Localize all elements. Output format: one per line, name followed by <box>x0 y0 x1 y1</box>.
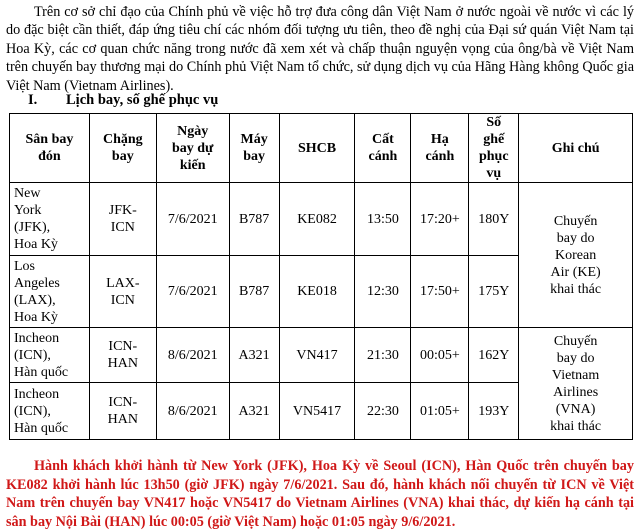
section-heading <box>28 92 218 109</box>
cell-date: 7/6/2021 <box>156 256 229 328</box>
cell-airport: Incheon (ICN), Hàn quốc <box>10 328 90 383</box>
section-title: Lịch bay, số ghế phục vụ <box>66 92 219 108</box>
cell-arrival: 17:20+ <box>411 183 469 256</box>
cell-aircraft: A321 <box>229 328 279 383</box>
cell-note-vietnam-airlines: Chuyến bay do Vietnam Airlines (VNA) khai thác <box>519 328 633 440</box>
cell-aircraft: B787 <box>229 256 279 328</box>
header-seats: Số ghế phục vụ <box>469 114 519 183</box>
notice-paragraph: Hành khách khởi hành từ New York (JFK), Hoa Kỳ về Seoul (ICN), Hàn Quốc trên chuyến bay KE082 khởi hành lúc 13h50 (giờ JFK) ngày 7/6/2021. Sau đó, hành khách nối chuyến từ ICN về Việt Nam trên chuyến bay VN417 hoặc VN5417 do Vietnam Airlines (VNA) khai thác, dự kiến hạ cánh tại sân bay Nội Bài (HAN) lúc 00:05 (giờ Việt Nam) hoặc 01:05 ngày 9/6/2021. <box>6 458 634 530</box>
cell-aircraft: B787 <box>229 183 279 256</box>
header-notes: Ghi chú <box>519 114 633 183</box>
cell-seats: 175Y <box>469 256 519 328</box>
header-route: Chặng bay <box>89 114 156 183</box>
cell-note-korean-air: Chuyến bay do Korean Air (KE) khai thác <box>519 183 633 328</box>
cell-seats: 162Y <box>469 328 519 383</box>
header-departure: Cất cánh <box>355 114 411 183</box>
cell-flight-number: KE018 <box>279 256 355 328</box>
cell-airport: Los Angeles (LAX), Hoa Kỳ <box>10 256 90 328</box>
intro-paragraph: Trên cơ sở chỉ đạo của Chính phủ về việc hỗ trợ đưa công dân Việt Nam ở nước ngoài về nước vì các lý do đặc biệt cần thiết, đáp ứng tiêu chí các nhóm đối tượng ưu tiên, theo đề nghị của Đại sứ quán Việt Nam tại Hoa Kỳ, các cơ quan chức năng trong nước đã xem xét và chấp thuận nguyện vọng của ông/bà về Việt Nam trên chuyến bay thương mại do Chính phủ Việt Nam tổ chức, sử dụng dịch vụ của Hãng Hàng không Quốc gia Việt Nam (Vietnam Airlines). <box>6 4 634 94</box>
header-date: Ngày bay dự kiến <box>156 114 229 183</box>
cell-flight-number: KE082 <box>279 183 355 256</box>
header-airport: Sân bay đón <box>10 114 90 183</box>
cell-aircraft: A321 <box>229 383 279 440</box>
cell-departure: 22:30 <box>355 383 411 440</box>
cell-flight-number: VN5417 <box>279 383 355 440</box>
cell-route: JFK- ICN <box>89 183 156 256</box>
cell-route: ICN- HAN <box>89 383 156 440</box>
table-header-row <box>10 114 633 183</box>
header-arrival: Hạ cánh <box>411 114 469 183</box>
cell-airport: Incheon (ICN), Hàn quốc <box>10 383 90 440</box>
section-number: I. <box>28 92 38 108</box>
cell-departure: 12:30 <box>355 256 411 328</box>
header-flight-number: SHCB <box>279 114 355 183</box>
cell-airport: New York (JFK), Hoa Kỳ <box>10 183 90 256</box>
cell-arrival: 00:05+ <box>411 328 469 383</box>
table-row <box>10 183 633 256</box>
cell-date: 7/6/2021 <box>156 183 229 256</box>
table-row <box>10 328 633 383</box>
cell-route: ICN- HAN <box>89 328 156 383</box>
cell-arrival: 17:50+ <box>411 256 469 328</box>
cell-route: LAX- ICN <box>89 256 156 328</box>
cell-flight-number: VN417 <box>279 328 355 383</box>
cell-departure: 13:50 <box>355 183 411 256</box>
cell-seats: 180Y <box>469 183 519 256</box>
cell-seats: 193Y <box>469 383 519 440</box>
header-aircraft: Máy bay <box>229 114 279 183</box>
flight-schedule-table <box>9 113 633 440</box>
cell-date: 8/6/2021 <box>156 383 229 440</box>
cell-date: 8/6/2021 <box>156 328 229 383</box>
cell-arrival: 01:05+ <box>411 383 469 440</box>
cell-departure: 21:30 <box>355 328 411 383</box>
